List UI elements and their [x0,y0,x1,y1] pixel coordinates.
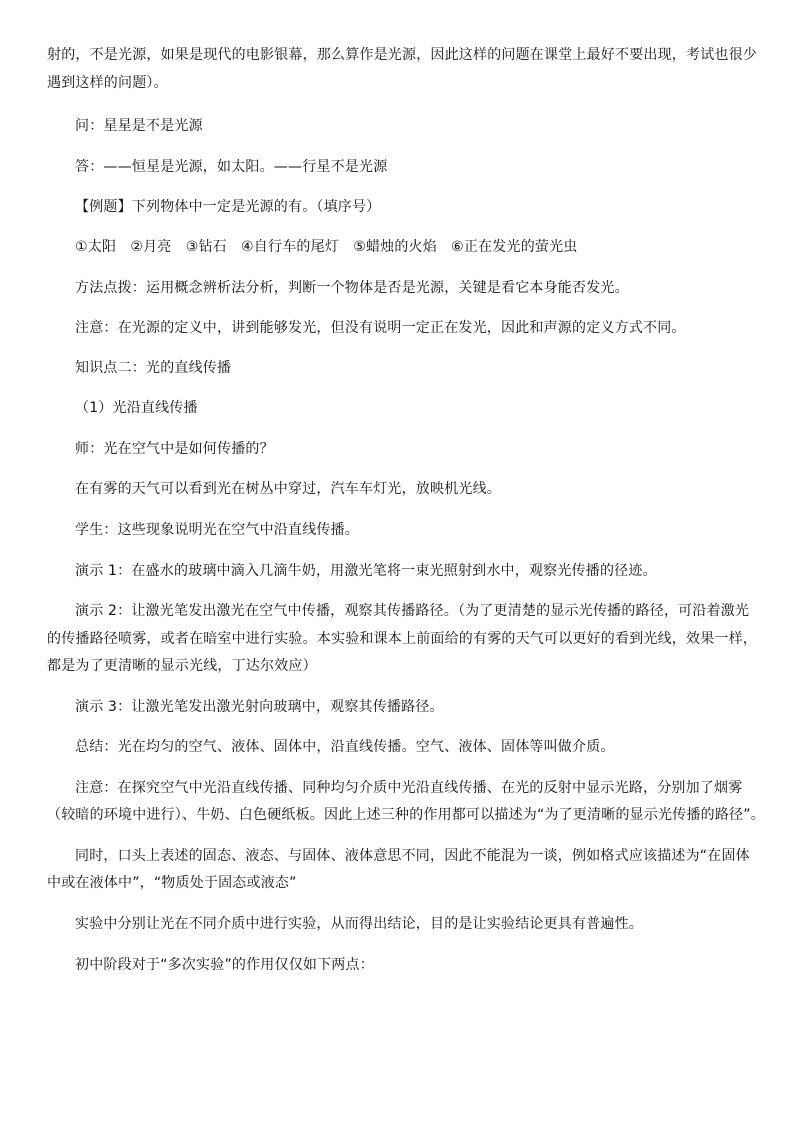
demo-2-line: 都是为了更清晰的显示光线，丁达尔效应） [47,658,317,674]
student-answer: 学生：这些现象说明光在空气中沿直线传播。 [75,522,359,538]
body-text-line: 射的，不是光源，如果是现代的电影银幕，那么算作是光源，因此这样的问题在课堂上最好不要出现，考试也很少 [47,47,757,63]
note-line: （较暗的环境中进行）、牛奶、白色硬纸板。因此上述三种的作用都可以描述为“为了更清晰的显示光传播的路径”。 [47,807,765,823]
example-options: ①太阳 ②月亮 ③钻石 ④自行车的尾灯 ⑤蜡烛的火焰 ⑥正在发光的萤光虫 [75,239,578,255]
body-text-line: 遇到这样的问题）。 [47,75,168,91]
example-question: 【例题】下列物体中一定是光源的有。（填序号） [75,199,381,215]
question-line: 问：星星是不是光源 [75,118,203,134]
demo-1-line: 演示 1：在盛水的玻璃中滴入几滴牛奶，用激光笔将一束光照射到水中，观察光传播的径迹。 [75,563,657,579]
body-text-line: 初中阶段对于“多次实验”的作用仅仅如下两点： [75,957,374,973]
teacher-question: 师：光在空气中是如何传播的？ [75,441,274,457]
answer-line: 答：——恒星是光源，如太阳。——行星不是光源 [75,159,388,175]
body-text-line: 中或在液体中”，“物质处于固态或液态” [47,875,297,891]
note-line: 注意：在光源的定义中，讲到能够发光，但没有说明一定正在发光，因此和声源的定义方式不同。 [75,320,686,336]
demo-2-line: 演示 2：让激光笔发出激光在空气中传播，观察其传播路径。（为了更清楚的显示光传播的路径，可沿着激光 [75,603,750,619]
note-line: 注意：在探究空气中光沿直线传播、同种均匀介质中光沿直线传播、在光的反射中显示光路，分别加了烟雾 [75,780,743,796]
summary-line: 总结：光在均匀的空气、液体、固体中，沿直线传播。空气、液体、固体等叫做介质。 [75,739,615,755]
method-tip: 方法点拨：运用概念辨析法分析，判断一个物体是否是光源，关键是看它本身能否发光。 [75,280,629,296]
demo-2-line: 的传播路径喷雾，或者在暗室中进行实验。本实验和课本上前面给的有雾的天气可以更好的看到光线，效果一样， [47,631,757,647]
body-text-line: 在有雾的天气可以看到光在树丛中穿过，汽车车灯光，放映机光线。 [75,481,501,497]
section-heading: 知识点二：光的直线传播 [75,360,232,376]
body-text-line: 实验中分别让光在不同介质中进行实验，从而得出结论，目的是让实验结论更具有普遍性。 [75,916,643,932]
body-text-line: 同时，口头上表述的固态、液态、与固体、液体意思不同，因此不能混为一谈，例如格式应该描述为“在固体 [75,848,750,864]
subsection-heading: （1）光沿直线传播 [75,400,198,416]
demo-3-line: 演示 3：让激光笔发出激光射向玻璃中，观察其传播路径。 [75,699,444,715]
